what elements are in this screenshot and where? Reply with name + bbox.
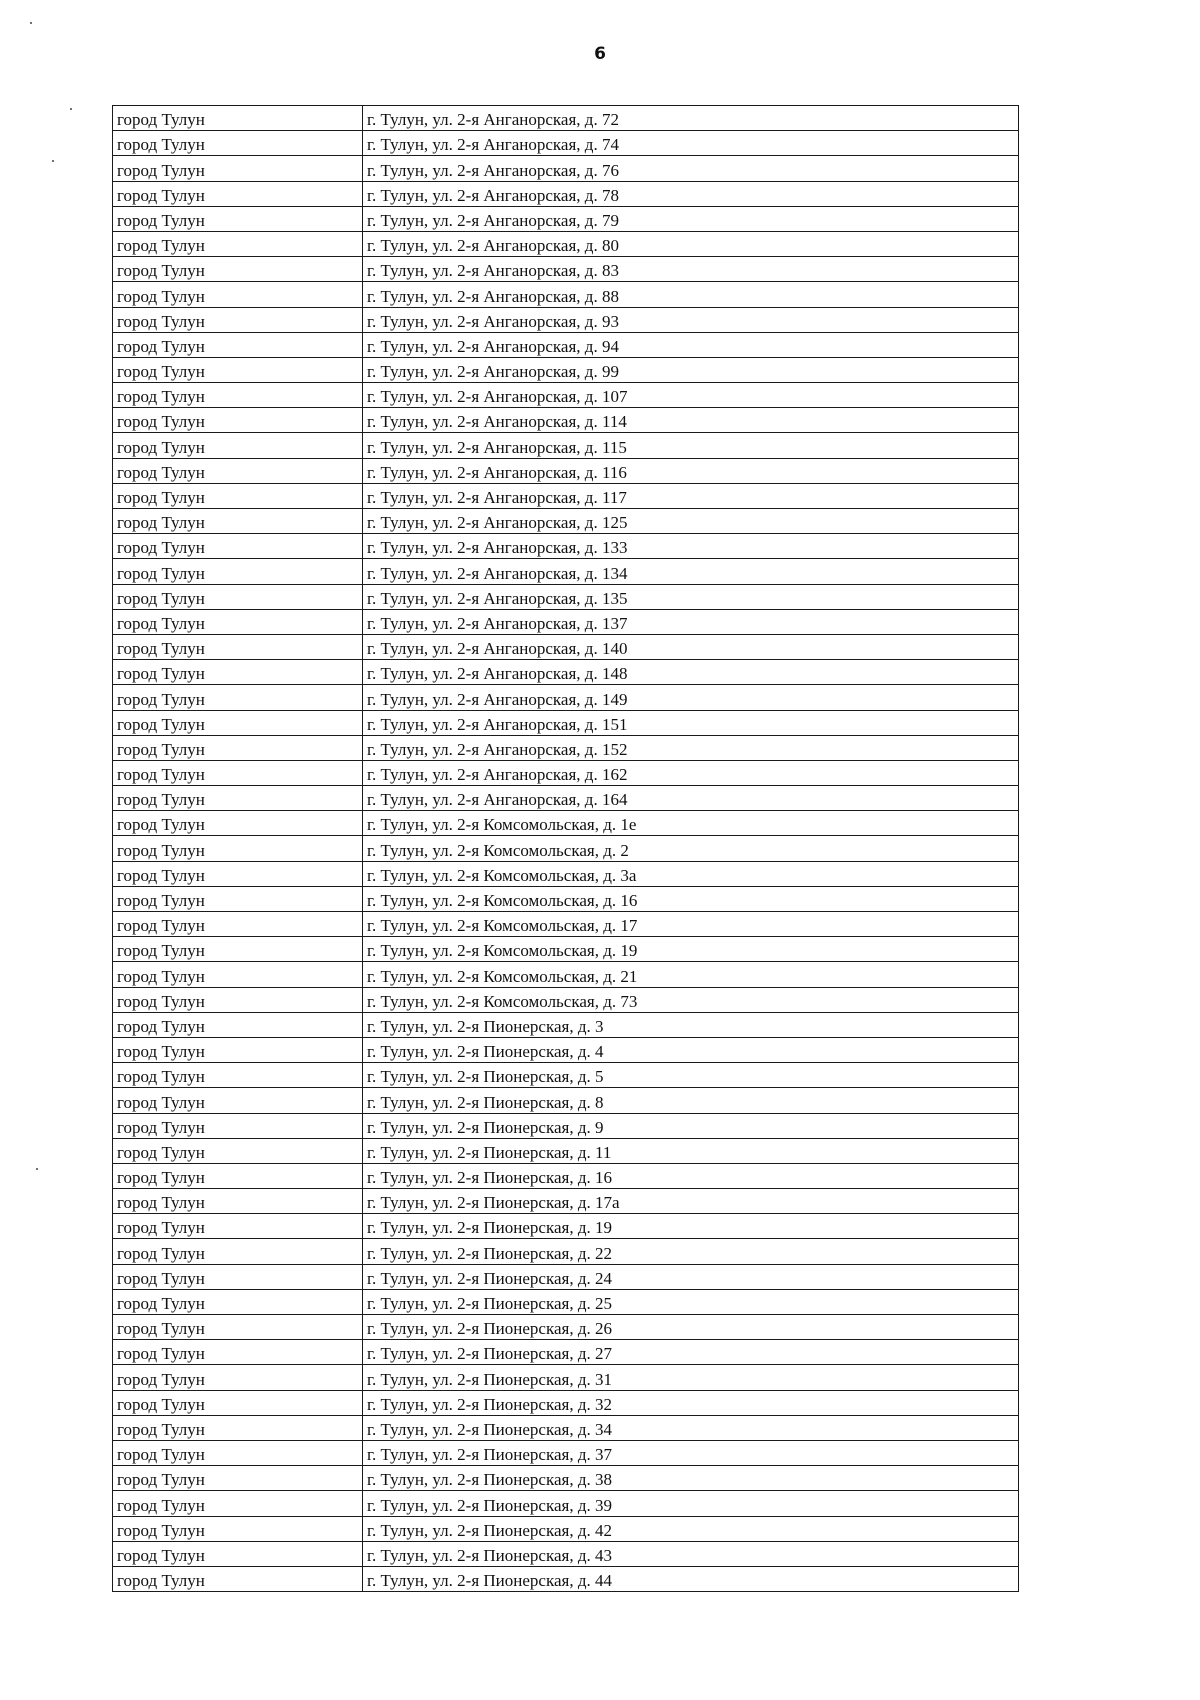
city-cell: город Тулун: [113, 1214, 363, 1239]
scan-speck: [36, 1168, 38, 1170]
address-cell: г. Тулун, ул. 2-я Комсомольская, д. 2: [363, 836, 1019, 861]
address-cell: г. Тулун, ул. 2-я Пионерская, д. 44: [363, 1566, 1019, 1591]
address-cell: г. Тулун, ул. 2-я Пионерская, д. 31: [363, 1365, 1019, 1390]
table-row: [113, 987, 1019, 1012]
address-cell: г. Тулун, ул. 2-я Анганорская, д. 135: [363, 584, 1019, 609]
table-row: [113, 1390, 1019, 1415]
table-row: [113, 735, 1019, 760]
address-cell: г. Тулун, ул. 2-я Пионерская, д. 25: [363, 1289, 1019, 1314]
address-cell: г. Тулун, ул. 2-я Анганорская, д. 94: [363, 332, 1019, 357]
address-cell: г. Тулун, ул. 2-я Анганорская, д. 99: [363, 357, 1019, 382]
city-cell: город Тулун: [113, 509, 363, 534]
address-cell: г. Тулун, ул. 2-я Комсомольская, д. 73: [363, 987, 1019, 1012]
address-cell: г. Тулун, ул. 2-я Пионерская, д. 4: [363, 1037, 1019, 1062]
city-cell: город Тулун: [113, 1189, 363, 1214]
address-cell: г. Тулун, ул. 2-я Комсомольская, д. 1е: [363, 811, 1019, 836]
address-cell: г. Тулун, ул. 2-я Пионерская, д. 5: [363, 1063, 1019, 1088]
table-row: [113, 156, 1019, 181]
table-row: [113, 1088, 1019, 1113]
city-cell: город Тулун: [113, 886, 363, 911]
city-cell: город Тулун: [113, 609, 363, 634]
table-row: [113, 1289, 1019, 1314]
city-cell: город Тулун: [113, 1012, 363, 1037]
address-cell: г. Тулун, ул. 2-я Анганорская, д. 74: [363, 131, 1019, 156]
table-row: [113, 1516, 1019, 1541]
address-cell: г. Тулун, ул. 2-я Анганорская, д. 117: [363, 483, 1019, 508]
table-row: [113, 912, 1019, 937]
city-cell: город Тулун: [113, 1239, 363, 1264]
table-row: [113, 1063, 1019, 1088]
table-row: [113, 1566, 1019, 1591]
table-row: [113, 131, 1019, 156]
city-cell: город Тулун: [113, 257, 363, 282]
table-row: [113, 231, 1019, 256]
city-cell: город Тулун: [113, 1365, 363, 1390]
city-cell: город Тулун: [113, 433, 363, 458]
city-cell: город Тулун: [113, 1541, 363, 1566]
city-cell: город Тулун: [113, 1440, 363, 1465]
table-row: [113, 282, 1019, 307]
address-cell: г. Тулун, ул. 2-я Анганорская, д. 80: [363, 231, 1019, 256]
address-cell: г. Тулун, ул. 2-я Анганорская, д. 137: [363, 609, 1019, 634]
city-cell: город Тулун: [113, 206, 363, 231]
table-row: [113, 634, 1019, 659]
city-cell: город Тулун: [113, 332, 363, 357]
city-cell: город Тулун: [113, 106, 363, 131]
address-cell: г. Тулун, ул. 2-я Пионерская, д. 11: [363, 1138, 1019, 1163]
address-cell: г. Тулун, ул. 2-я Пионерская, д. 8: [363, 1088, 1019, 1113]
address-cell: г. Тулун, ул. 2-я Анганорская, д. 79: [363, 206, 1019, 231]
city-cell: город Тулун: [113, 786, 363, 811]
table-row: [113, 962, 1019, 987]
address-cell: г. Тулун, ул. 2-я Пионерская, д. 17а: [363, 1189, 1019, 1214]
city-cell: город Тулун: [113, 534, 363, 559]
table-row: [113, 710, 1019, 735]
city-cell: город Тулун: [113, 710, 363, 735]
address-cell: г. Тулун, ул. 2-я Пионерская, д. 9: [363, 1113, 1019, 1138]
city-cell: город Тулун: [113, 1063, 363, 1088]
city-cell: город Тулун: [113, 1466, 363, 1491]
address-cell: г. Тулун, ул. 2-я Пионерская, д. 32: [363, 1390, 1019, 1415]
table-row: [113, 1113, 1019, 1138]
city-cell: город Тулун: [113, 1516, 363, 1541]
city-cell: город Тулун: [113, 1289, 363, 1314]
address-cell: г. Тулун, ул. 2-я Анганорская, д. 125: [363, 509, 1019, 534]
city-cell: город Тулун: [113, 357, 363, 382]
scan-speck: [30, 22, 32, 24]
table-row: [113, 1012, 1019, 1037]
address-cell: г. Тулун, ул. 2-я Анганорская, д. 140: [363, 634, 1019, 659]
address-cell: г. Тулун, ул. 2-я Пионерская, д. 42: [363, 1516, 1019, 1541]
city-cell: город Тулун: [113, 1415, 363, 1440]
city-cell: город Тулун: [113, 483, 363, 508]
city-cell: город Тулун: [113, 1088, 363, 1113]
table-row: [113, 886, 1019, 911]
table-row: [113, 408, 1019, 433]
city-cell: город Тулун: [113, 1264, 363, 1289]
table-row: [113, 584, 1019, 609]
city-cell: город Тулун: [113, 760, 363, 785]
table-row: [113, 534, 1019, 559]
table-row: [113, 509, 1019, 534]
city-cell: город Тулун: [113, 1566, 363, 1591]
address-cell: г. Тулун, ул. 2-я Анганорская, д. 93: [363, 307, 1019, 332]
address-table: [112, 105, 1019, 1592]
city-cell: город Тулун: [113, 634, 363, 659]
address-cell: г. Тулун, ул. 2-я Пионерская, д. 38: [363, 1466, 1019, 1491]
city-cell: город Тулун: [113, 156, 363, 181]
city-cell: город Тулун: [113, 1138, 363, 1163]
table-row: [113, 559, 1019, 584]
table-row: [113, 1239, 1019, 1264]
city-cell: город Тулун: [113, 383, 363, 408]
address-cell: г. Тулун, ул. 2-я Анганорская, д. 149: [363, 685, 1019, 710]
table-row: [113, 181, 1019, 206]
address-cell: г. Тулун, ул. 2-я Пионерская, д. 27: [363, 1340, 1019, 1365]
address-cell: г. Тулун, ул. 2-я Пионерская, д. 34: [363, 1415, 1019, 1440]
table-row: [113, 861, 1019, 886]
city-cell: город Тулун: [113, 181, 363, 206]
table-row: [113, 1315, 1019, 1340]
scan-speck: [70, 108, 72, 110]
address-cell: г. Тулун, ул. 2-я Анганорская, д. 162: [363, 760, 1019, 785]
address-cell: г. Тулун, ул. 2-я Анганорская, д. 107: [363, 383, 1019, 408]
table-row: [113, 685, 1019, 710]
address-cell: г. Тулун, ул. 2-я Анганорская, д. 83: [363, 257, 1019, 282]
address-cell: г. Тулун, ул. 2-я Пионерская, д. 26: [363, 1315, 1019, 1340]
address-cell: г. Тулун, ул. 2-я Пионерская, д. 16: [363, 1163, 1019, 1188]
table-row: [113, 483, 1019, 508]
city-cell: город Тулун: [113, 131, 363, 156]
page-number: 6: [594, 44, 606, 64]
city-cell: город Тулун: [113, 912, 363, 937]
city-cell: город Тулун: [113, 660, 363, 685]
city-cell: город Тулун: [113, 584, 363, 609]
city-cell: город Тулун: [113, 987, 363, 1012]
city-cell: город Тулун: [113, 559, 363, 584]
address-cell: г. Тулун, ул. 2-я Комсомольская, д. 17: [363, 912, 1019, 937]
address-cell: г. Тулун, ул. 2-я Анганорская, д. 152: [363, 735, 1019, 760]
table-row: [113, 937, 1019, 962]
city-cell: город Тулун: [113, 1037, 363, 1062]
table-row: [113, 458, 1019, 483]
scan-speck: [52, 160, 54, 162]
address-cell: г. Тулун, ул. 2-я Пионерская, д. 22: [363, 1239, 1019, 1264]
city-cell: город Тулун: [113, 1163, 363, 1188]
table-row: [113, 1214, 1019, 1239]
address-cell: г. Тулун, ул. 2-я Анганорская, д. 114: [363, 408, 1019, 433]
city-cell: город Тулун: [113, 861, 363, 886]
table-row: [113, 1138, 1019, 1163]
city-cell: город Тулун: [113, 408, 363, 433]
table-row: [113, 1415, 1019, 1440]
address-cell: г. Тулун, ул. 2-я Пионерская, д. 43: [363, 1541, 1019, 1566]
table-row: [113, 786, 1019, 811]
city-cell: город Тулун: [113, 282, 363, 307]
table-row: [113, 1541, 1019, 1566]
city-cell: город Тулун: [113, 1491, 363, 1516]
address-cell: г. Тулун, ул. 2-я Комсомольская, д. 3а: [363, 861, 1019, 886]
city-cell: город Тулун: [113, 1113, 363, 1138]
city-cell: город Тулун: [113, 458, 363, 483]
city-cell: город Тулун: [113, 962, 363, 987]
address-cell: г. Тулун, ул. 2-я Пионерская, д. 39: [363, 1491, 1019, 1516]
address-cell: г. Тулун, ул. 2-я Комсомольская, д. 19: [363, 937, 1019, 962]
table-row: [113, 1365, 1019, 1390]
table-row: [113, 1163, 1019, 1188]
table-row: [113, 383, 1019, 408]
table-row: [113, 1189, 1019, 1214]
table-row: [113, 332, 1019, 357]
address-cell: г. Тулун, ул. 2-я Комсомольская, д. 16: [363, 886, 1019, 911]
address-cell: г. Тулун, ул. 2-я Комсомольская, д. 21: [363, 962, 1019, 987]
city-cell: город Тулун: [113, 1340, 363, 1365]
table-row: [113, 206, 1019, 231]
table-row: [113, 1264, 1019, 1289]
address-cell: г. Тулун, ул. 2-я Анганорская, д. 148: [363, 660, 1019, 685]
table-row: [113, 609, 1019, 634]
table-row: [113, 836, 1019, 861]
city-cell: город Тулун: [113, 811, 363, 836]
table-row: [113, 1037, 1019, 1062]
address-cell: г. Тулун, ул. 2-я Анганорская, д. 151: [363, 710, 1019, 735]
city-cell: город Тулун: [113, 1390, 363, 1415]
address-cell: г. Тулун, ул. 2-я Анганорская, д. 88: [363, 282, 1019, 307]
city-cell: город Тулун: [113, 937, 363, 962]
table-row: [113, 433, 1019, 458]
table-row: [113, 1466, 1019, 1491]
address-cell: г. Тулун, ул. 2-я Анганорская, д. 164: [363, 786, 1019, 811]
table-row: [113, 1491, 1019, 1516]
city-cell: город Тулун: [113, 735, 363, 760]
address-cell: г. Тулун, ул. 2-я Анганорская, д. 116: [363, 458, 1019, 483]
table-row: [113, 811, 1019, 836]
table-row: [113, 357, 1019, 382]
table-row: [113, 257, 1019, 282]
address-cell: г. Тулун, ул. 2-я Пионерская, д. 3: [363, 1012, 1019, 1037]
table-row: [113, 660, 1019, 685]
table-row: [113, 1440, 1019, 1465]
address-cell: г. Тулун, ул. 2-я Анганорская, д. 115: [363, 433, 1019, 458]
address-cell: г. Тулун, ул. 2-я Пионерская, д. 19: [363, 1214, 1019, 1239]
table-row: [113, 1340, 1019, 1365]
address-cell: г. Тулун, ул. 2-я Пионерская, д. 37: [363, 1440, 1019, 1465]
table-row: [113, 760, 1019, 785]
city-cell: город Тулун: [113, 685, 363, 710]
address-cell: г. Тулун, ул. 2-я Анганорская, д. 133: [363, 534, 1019, 559]
address-cell: г. Тулун, ул. 2-я Анганорская, д. 72: [363, 106, 1019, 131]
table-row: [113, 106, 1019, 131]
address-cell: г. Тулун, ул. 2-я Пионерская, д. 24: [363, 1264, 1019, 1289]
city-cell: город Тулун: [113, 231, 363, 256]
city-cell: город Тулун: [113, 1315, 363, 1340]
address-cell: г. Тулун, ул. 2-я Анганорская, д. 134: [363, 559, 1019, 584]
city-cell: город Тулун: [113, 307, 363, 332]
address-cell: г. Тулун, ул. 2-я Анганорская, д. 78: [363, 181, 1019, 206]
city-cell: город Тулун: [113, 836, 363, 861]
address-cell: г. Тулун, ул. 2-я Анганорская, д. 76: [363, 156, 1019, 181]
table-row: [113, 307, 1019, 332]
address-table-body: [113, 106, 1019, 1592]
